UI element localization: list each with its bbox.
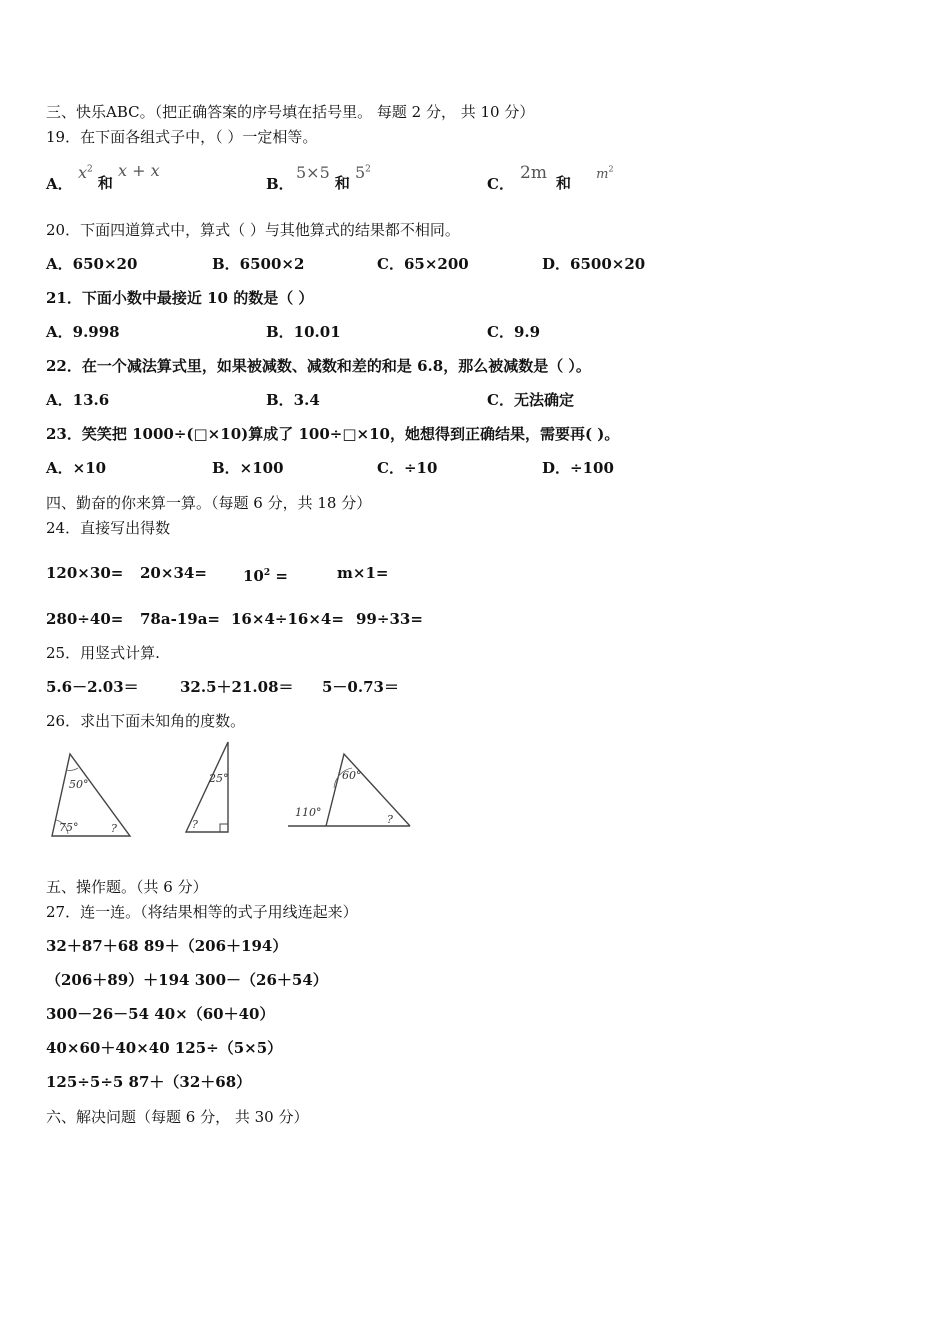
q23-option-b: B．×100 <box>212 459 284 477</box>
q24-r1-a: 120×30= <box>46 564 124 582</box>
q21-option-c: C．9.9 <box>487 323 541 341</box>
q19-c-left: 2m <box>520 163 547 183</box>
q25-item-1: 5.6－2.03＝ <box>46 678 139 696</box>
section-6-title: 六、解决问题（每题 6 分， 共 30 分） <box>46 1108 309 1126</box>
q25-item-3: 5－0.73＝ <box>322 678 399 696</box>
triangle-3-exterior-angle: 110° <box>295 806 322 819</box>
q22-option-a: A．13.6 <box>46 391 110 409</box>
q19-b-and: 和 <box>334 174 350 192</box>
q27-row-4: 40×60＋40×40 125÷（5×5） <box>46 1039 283 1057</box>
q25-item-2: 32.5＋21.08＝ <box>180 678 294 696</box>
q20-option-d: D．6500×20 <box>542 255 646 273</box>
triangle-3-top-angle: 60° <box>342 769 362 782</box>
q20-option-c: C．65×200 <box>377 255 469 273</box>
q23-option-a: A．×10 <box>46 459 107 477</box>
triangle-1-top-angle: 50° <box>69 778 89 791</box>
q23-option-c: C．÷10 <box>377 459 438 477</box>
q19-b-right: 5 <box>354 163 366 182</box>
section-3-title: 三、快乐ABC。（把正确答案的序号填在括号里。 每题 2 分， 共 10 分） <box>46 103 535 121</box>
q26-stem: 26．求出下面未知角的度数。 <box>46 712 246 730</box>
section-5-title: 五、操作题。（共 6 分） <box>46 878 208 896</box>
triangle-2-unknown: ? <box>192 818 198 831</box>
q24-r2-c: 16×4÷16×4= <box>231 610 344 628</box>
q19-c-right-exp: 2 <box>608 164 614 174</box>
q20-option-a: A．650×20 <box>46 255 138 273</box>
q24-r1-b: 20×34= <box>140 564 207 582</box>
q22-option-c: C．无法确定 <box>487 391 574 409</box>
q19-a-label: A． <box>46 175 73 193</box>
q21-option-b: B．10.01 <box>266 323 341 341</box>
q21-option-a: A．9.998 <box>46 323 120 341</box>
q19-a-left-exp: 2 <box>87 164 93 175</box>
q19-option-a <box>46 174 73 194</box>
q27-row-3: 300－26－54 40×（60＋40） <box>46 1005 275 1023</box>
q24-r1-c-base: 10 <box>243 567 264 585</box>
q24-stem: 24．直接写出得数 <box>46 519 171 537</box>
q19-c-expr <box>520 162 614 192</box>
q19-c-label: C． <box>487 175 514 193</box>
triangle-2-figure <box>180 738 236 838</box>
q24-r1-c-exp: 2 <box>263 568 271 578</box>
q23-stem: 23．笑笑把 1000÷(□×10)算成了 100÷□×10，她想得到正确结果，需要再( )。 <box>46 425 620 443</box>
q24-r1-c <box>243 563 288 586</box>
q22-option-b: B．3.4 <box>266 391 320 409</box>
triangle-2-top-angle: 25° <box>209 772 229 785</box>
q27-row-1: 32＋87＋68 89＋（206＋194） <box>46 937 288 955</box>
q20-stem: 20．下面四道算式中，算式（ ）与其他算式的结果都不相同。 <box>46 221 460 239</box>
q25-stem: 25．用竖式计算. <box>46 644 160 662</box>
q27-row-5: 125÷5÷5 87＋（32＋68） <box>46 1073 252 1091</box>
section-4-title: 四、勤奋的你来算一算。（每题 6 分，共 18 分） <box>46 494 372 512</box>
q24-r1-c-eq: = <box>270 567 288 585</box>
q22-stem: 22．在一个减法算式里，如果被减数、减数和差的和是 6.8，那么被减数是（ ）。 <box>46 357 591 375</box>
q27-row-2: （206＋89）＋194 300－（26＋54） <box>46 971 328 989</box>
q19-b-label: B． <box>266 175 294 193</box>
triangle-1-figure <box>44 748 136 842</box>
q23-option-d: D．÷100 <box>542 459 614 477</box>
q24-r2-a: 280÷40= <box>46 610 124 628</box>
q19-b-expr <box>296 162 371 192</box>
triangle-3-unknown: ? <box>387 813 393 826</box>
q19-option-b <box>266 174 294 194</box>
triangle-3-figure <box>286 748 414 836</box>
q20-option-b: B．6500×2 <box>212 255 305 273</box>
q19-b-left: 5×5 <box>296 163 330 182</box>
q19-option-c <box>487 174 514 194</box>
q24-r1-d: m×1= <box>337 564 389 582</box>
q19-a-left: x <box>78 163 88 182</box>
triangle-1-unknown: ? <box>111 822 117 835</box>
q24-r2-d: 99÷33= <box>356 610 423 628</box>
q19-a-expr <box>78 161 160 192</box>
q21-stem: 21．下面小数中最接近 10 的数是（ ） <box>46 289 314 307</box>
q19-c-and: 和 <box>556 174 572 192</box>
q19-a-and: 和 <box>97 174 113 192</box>
q24-r2-b: 78a-19a= <box>140 610 220 628</box>
triangle-1-left-angle: 75° <box>59 821 79 834</box>
q19-b-right-exp: 2 <box>365 164 371 175</box>
q19-a-right: x + x <box>117 161 160 180</box>
q27-stem: 27．连一连。（将结果相等的式子用线连起来） <box>46 903 358 921</box>
q19-c-right: m <box>596 167 609 182</box>
q19-stem: 19．在下面各组式子中，（ ）一定相等。 <box>46 128 318 146</box>
